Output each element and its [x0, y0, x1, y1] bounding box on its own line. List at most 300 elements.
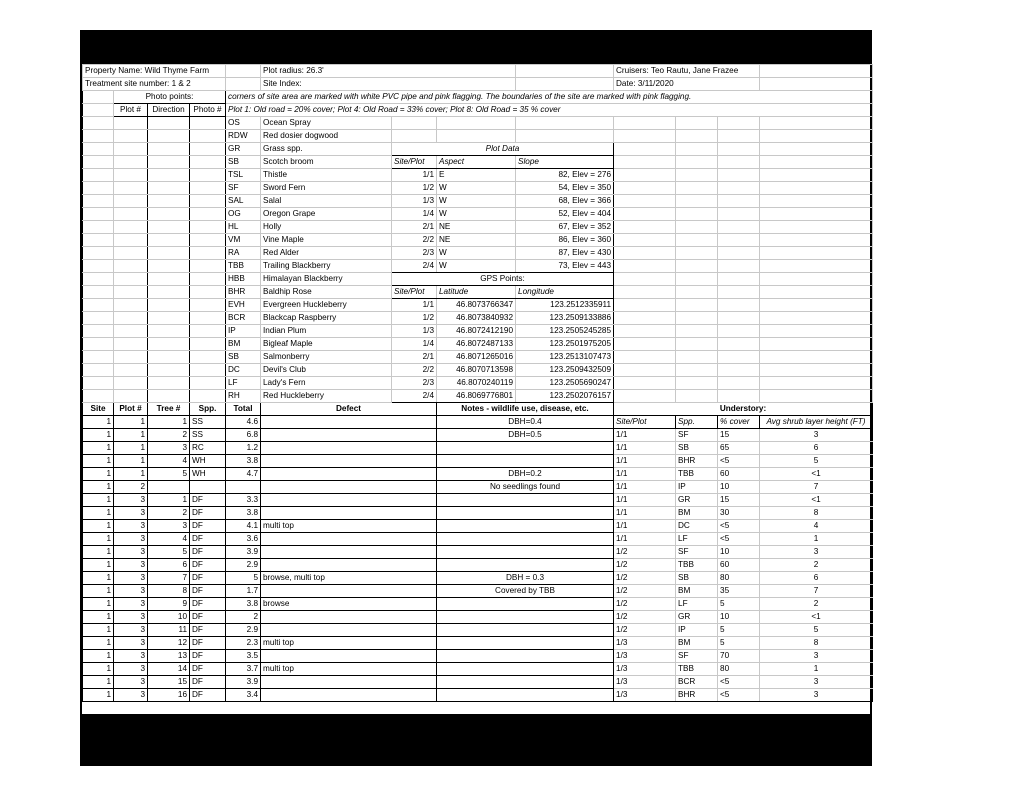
blank-cell [614, 247, 676, 260]
understory-species: SB [676, 442, 718, 455]
gps-latitude: 46.8070713598 [437, 364, 516, 377]
understory-cover: 80 [718, 663, 760, 676]
understory-height: <1 [760, 611, 873, 624]
plot-data-header: Aspect [437, 156, 516, 169]
species-code: VM [226, 234, 261, 247]
photo-number-cell [190, 247, 226, 260]
blank-cell [718, 221, 760, 234]
species-name: Red dosier dogwood [261, 130, 392, 143]
plot-data-aspect: W [437, 195, 516, 208]
tree-species: DF [190, 598, 226, 611]
gps-longitude: 123.2502076157 [516, 390, 614, 403]
blank-cell [676, 234, 718, 247]
tree-number [148, 481, 190, 494]
blank-cell [516, 117, 614, 130]
understory-height: 5 [760, 455, 873, 468]
gps-longitude: 123.2512335911 [516, 299, 614, 312]
tree-species: DF [190, 624, 226, 637]
cruise-data-table [82, 64, 873, 702]
tree-site: 1 [83, 520, 114, 533]
gps-title: GPS Points: [392, 273, 614, 286]
tree-notes [437, 624, 614, 637]
plot-data-site: 1/4 [392, 208, 437, 221]
understory-height: 3 [760, 650, 873, 663]
species-code: RDW [226, 130, 261, 143]
plot-data-slope: 67, Elev = 352 [516, 221, 614, 234]
blank-cell [760, 247, 873, 260]
tree-plot: 3 [114, 546, 148, 559]
tree-defect: multi top [261, 637, 437, 650]
species-code: BM [226, 338, 261, 351]
photo-plot-cell [114, 182, 148, 195]
plot-data-header: Site/Plot [392, 156, 437, 169]
col-plot: Plot # [114, 104, 148, 117]
understory-species: TBB [676, 663, 718, 676]
tree-number: 1 [148, 416, 190, 429]
tree-defect [261, 689, 437, 702]
tree-notes [437, 442, 614, 455]
blank-cell [718, 312, 760, 325]
photo-number-cell [190, 221, 226, 234]
tree-species: DF [190, 676, 226, 689]
understory-height: 6 [760, 572, 873, 585]
tree-plot: 3 [114, 559, 148, 572]
species-name: Thistle [261, 169, 392, 182]
understory-site: 1/1 [614, 494, 676, 507]
species-code: RA [226, 247, 261, 260]
species-code: SAL [226, 195, 261, 208]
blank-cell [760, 169, 873, 182]
tree-site: 1 [83, 481, 114, 494]
tree-site: 1 [83, 546, 114, 559]
blank-cell [614, 156, 676, 169]
blank-cell [83, 117, 114, 130]
tree-table-header: Tree # [148, 403, 190, 416]
photo-direction-cell [148, 390, 190, 403]
species-name: Red Alder [261, 247, 392, 260]
tree-notes [437, 533, 614, 546]
tree-notes: Covered by TBB [437, 585, 614, 598]
understory-height: 5 [760, 624, 873, 637]
understory-cover: 35 [718, 585, 760, 598]
understory-cover: 65 [718, 442, 760, 455]
blank-cell [676, 377, 718, 390]
photo-number-cell [190, 273, 226, 286]
photo-plot-cell [114, 260, 148, 273]
understory-cover: 5 [718, 637, 760, 650]
species-name: Evergreen Huckleberry [261, 299, 392, 312]
photo-number-cell [190, 117, 226, 130]
photo-direction-cell [148, 195, 190, 208]
species-code: BCR [226, 312, 261, 325]
plot-data-site: 1/3 [392, 195, 437, 208]
blank-cell [614, 390, 676, 403]
understory-cover: 10 [718, 481, 760, 494]
species-name: Bigleaf Maple [261, 338, 392, 351]
tree-notes [437, 676, 614, 689]
understory-species: IP [676, 481, 718, 494]
understory-cover: 10 [718, 546, 760, 559]
tree-defect [261, 468, 437, 481]
blank-cell [83, 234, 114, 247]
plot-radius: Plot radius: 26.3' [261, 65, 516, 78]
photo-plot-cell [114, 208, 148, 221]
tree-total: 2.9 [226, 559, 261, 572]
species-code: HBB [226, 273, 261, 286]
tree-defect [261, 559, 437, 572]
blank-cell [760, 260, 873, 273]
species-code: OG [226, 208, 261, 221]
tree-plot: 3 [114, 689, 148, 702]
understory-cover: <5 [718, 689, 760, 702]
tree-total: 3.8 [226, 598, 261, 611]
photo-plot-cell [114, 117, 148, 130]
photo-direction-cell [148, 260, 190, 273]
tree-notes [437, 520, 614, 533]
col-direction: Direction [148, 104, 190, 117]
tree-species: SS [190, 429, 226, 442]
photo-direction-cell [148, 208, 190, 221]
photo-direction-cell [148, 117, 190, 130]
blank-cell [676, 299, 718, 312]
species-name: Salmonberry [261, 351, 392, 364]
tree-defect: multi top [261, 520, 437, 533]
species-name: Red Huckleberry [261, 390, 392, 403]
understory-cover: 5 [718, 598, 760, 611]
understory-species: SF [676, 429, 718, 442]
photo-number-cell [190, 195, 226, 208]
blank-cell [718, 299, 760, 312]
blank-cell [614, 273, 676, 286]
photo-number-cell [190, 338, 226, 351]
plot-data-slope: 86, Elev = 360 [516, 234, 614, 247]
understory-cover: <5 [718, 455, 760, 468]
tree-species: DF [190, 585, 226, 598]
understory-cover: <5 [718, 520, 760, 533]
gps-longitude: 123.2513107473 [516, 351, 614, 364]
understory-site: 1/1 [614, 520, 676, 533]
blank-cell [676, 156, 718, 169]
tree-number: 12 [148, 637, 190, 650]
tree-number: 3 [148, 442, 190, 455]
tree-plot: 3 [114, 624, 148, 637]
understory-header: Avg shrub layer height (FT) [760, 416, 873, 429]
blank-cell [614, 312, 676, 325]
blank-cell [676, 260, 718, 273]
plot-data-slope: 68, Elev = 366 [516, 195, 614, 208]
blank-cell [676, 117, 718, 130]
blank-cell [718, 234, 760, 247]
gps-longitude: 123.2501975205 [516, 338, 614, 351]
understory-header: Spp. [676, 416, 718, 429]
tree-total: 4.1 [226, 520, 261, 533]
tree-plot: 3 [114, 533, 148, 546]
blank-cell [718, 156, 760, 169]
understory-site: 1/1 [614, 481, 676, 494]
blank-cell [83, 130, 114, 143]
understory-species: GR [676, 494, 718, 507]
understory-height: 8 [760, 507, 873, 520]
photo-plot-cell [114, 130, 148, 143]
tree-defect [261, 611, 437, 624]
blank-cell [83, 325, 114, 338]
tree-defect [261, 416, 437, 429]
plot-data-aspect: NE [437, 234, 516, 247]
understory-species: SF [676, 546, 718, 559]
photo-plot-cell [114, 156, 148, 169]
tree-site: 1 [83, 585, 114, 598]
tree-table-header: Defect [261, 403, 437, 416]
blank-cell [760, 156, 873, 169]
tree-defect [261, 533, 437, 546]
tree-site: 1 [83, 689, 114, 702]
gps-longitude: 123.2505245285 [516, 325, 614, 338]
tree-total: 2 [226, 611, 261, 624]
gps-latitude: 46.8069776801 [437, 390, 516, 403]
blank-cell [760, 143, 873, 156]
gps-latitude: 46.8073766347 [437, 299, 516, 312]
species-name: Lady's Fern [261, 377, 392, 390]
blank-cell [676, 364, 718, 377]
tree-plot: 1 [114, 468, 148, 481]
tree-site: 1 [83, 611, 114, 624]
understory-height: <1 [760, 494, 873, 507]
tree-site: 1 [83, 429, 114, 442]
tree-total: 3.8 [226, 455, 261, 468]
understory-species: BCR [676, 676, 718, 689]
blank-cell [760, 273, 873, 286]
tree-defect [261, 650, 437, 663]
blank-cell [614, 208, 676, 221]
understory-site: 1/1 [614, 507, 676, 520]
understory-height: <1 [760, 468, 873, 481]
photo-plot-cell [114, 195, 148, 208]
understory-species: BM [676, 585, 718, 598]
tree-notes: DBH = 0.3 [437, 572, 614, 585]
blank-cell [718, 117, 760, 130]
cruisers: Cruisers: Teo Rautu, Jane Frazee [614, 65, 760, 78]
species-code: EVH [226, 299, 261, 312]
understory-site: 1/2 [614, 572, 676, 585]
tree-defect: multi top [261, 663, 437, 676]
plot-data-slope: 52, Elev = 404 [516, 208, 614, 221]
tree-number: 11 [148, 624, 190, 637]
tree-total: 3.6 [226, 533, 261, 546]
blank-cell [83, 364, 114, 377]
blank-cell [392, 130, 437, 143]
species-code: HL [226, 221, 261, 234]
species-name: Vine Maple [261, 234, 392, 247]
plot-data-slope: 54, Elev = 350 [516, 182, 614, 195]
photo-direction-cell [148, 182, 190, 195]
tree-defect [261, 585, 437, 598]
photo-number-cell [190, 286, 226, 299]
blank-cell [718, 390, 760, 403]
blank-cell [718, 130, 760, 143]
tree-notes [437, 507, 614, 520]
blank-cell [718, 338, 760, 351]
tree-defect: browse [261, 598, 437, 611]
understory-site: 1/2 [614, 624, 676, 637]
understory-site: 1/3 [614, 637, 676, 650]
blank-cell [83, 182, 114, 195]
understory-site: 1/3 [614, 650, 676, 663]
tree-total: 2.9 [226, 624, 261, 637]
tree-number: 5 [148, 546, 190, 559]
plot-data-slope: 87, Elev = 430 [516, 247, 614, 260]
understory-species: GR [676, 611, 718, 624]
blank-cell [226, 65, 261, 78]
understory-species: LF [676, 533, 718, 546]
photo-direction-cell [148, 234, 190, 247]
tree-species: DF [190, 572, 226, 585]
blank-cell [83, 169, 114, 182]
gps-header: Longitude [516, 286, 614, 299]
photo-plot-cell [114, 143, 148, 156]
blank-cell [718, 351, 760, 364]
blank-cell [614, 260, 676, 273]
blank-cell [83, 221, 114, 234]
blank-cell [614, 377, 676, 390]
tree-total: 1.7 [226, 585, 261, 598]
gps-site: 1/4 [392, 338, 437, 351]
plot-data-aspect: NE [437, 221, 516, 234]
tree-table-header: Site [83, 403, 114, 416]
understory-site: 1/2 [614, 585, 676, 598]
blank-cell [718, 286, 760, 299]
tree-plot: 1 [114, 455, 148, 468]
plot-data-site: 1/2 [392, 182, 437, 195]
understory-height: 3 [760, 676, 873, 689]
understory-cover: 10 [718, 611, 760, 624]
tree-site: 1 [83, 416, 114, 429]
photo-plot-cell [114, 273, 148, 286]
blank-cell [676, 286, 718, 299]
tree-notes [437, 494, 614, 507]
understory-height: 6 [760, 442, 873, 455]
understory-height: 4 [760, 520, 873, 533]
understory-species: BHR [676, 689, 718, 702]
tree-table-header: Notes - wildlife use, disease, etc. [437, 403, 614, 416]
understory-header: Site/Plot [614, 416, 676, 429]
blank-cell [676, 338, 718, 351]
tree-plot: 3 [114, 494, 148, 507]
tree-number: 6 [148, 559, 190, 572]
understory-site: 1/3 [614, 676, 676, 689]
tree-defect [261, 676, 437, 689]
tree-notes [437, 637, 614, 650]
tree-site: 1 [83, 650, 114, 663]
property-name: Property Name: Wild Thyme Farm [83, 65, 226, 78]
tree-number: 8 [148, 585, 190, 598]
tree-defect [261, 442, 437, 455]
tree-species: RC [190, 442, 226, 455]
tree-plot: 1 [114, 442, 148, 455]
blank-cell [676, 208, 718, 221]
species-code: TBB [226, 260, 261, 273]
species-code: GR [226, 143, 261, 156]
blank-cell [516, 78, 614, 91]
blank-cell [614, 299, 676, 312]
plot-data-site: 2/4 [392, 260, 437, 273]
species-name: Trailing Blackberry [261, 260, 392, 273]
photo-number-cell [190, 182, 226, 195]
gps-site: 2/4 [392, 390, 437, 403]
species-code: TSL [226, 169, 261, 182]
understory-cover: <5 [718, 676, 760, 689]
gps-site: 2/3 [392, 377, 437, 390]
tree-number: 13 [148, 650, 190, 663]
gps-site: 1/3 [392, 325, 437, 338]
photo-number-cell [190, 156, 226, 169]
tree-notes [437, 546, 614, 559]
photo-plot-cell [114, 325, 148, 338]
blank-cell [676, 325, 718, 338]
tree-species: DF [190, 650, 226, 663]
photo-direction-cell [148, 299, 190, 312]
tree-plot: 3 [114, 585, 148, 598]
species-name: Oregon Grape [261, 208, 392, 221]
blank-cell [392, 117, 437, 130]
blank-cell [718, 260, 760, 273]
blank-cell [676, 351, 718, 364]
photo-direction-cell [148, 286, 190, 299]
blank-cell [718, 325, 760, 338]
tree-species: DF [190, 689, 226, 702]
blank-cell [83, 390, 114, 403]
photo-plot-cell [114, 221, 148, 234]
blank-cell [760, 377, 873, 390]
blank-cell [676, 182, 718, 195]
gps-site: 1/1 [392, 299, 437, 312]
blank-cell [718, 364, 760, 377]
tree-defect [261, 429, 437, 442]
blank-cell [760, 299, 873, 312]
blank-cell [760, 390, 873, 403]
tree-site: 1 [83, 663, 114, 676]
site-index: Site Index: [261, 78, 516, 91]
tree-notes [437, 598, 614, 611]
blank-cell [676, 390, 718, 403]
tree-number: 2 [148, 507, 190, 520]
photo-direction-cell [148, 312, 190, 325]
tree-plot: 3 [114, 663, 148, 676]
tree-number: 2 [148, 429, 190, 442]
blank-cell [676, 221, 718, 234]
gps-header: Site/Plot [392, 286, 437, 299]
tree-defect: browse, multi top [261, 572, 437, 585]
photo-direction-cell [148, 156, 190, 169]
understory-site: 1/2 [614, 611, 676, 624]
understory-species: LF [676, 598, 718, 611]
photo-direction-cell [148, 338, 190, 351]
understory-species: DC [676, 520, 718, 533]
blank-cell [760, 325, 873, 338]
photo-number-cell [190, 325, 226, 338]
understory-species: TBB [676, 468, 718, 481]
blank-cell [83, 156, 114, 169]
blank-cell [760, 312, 873, 325]
understory-title: Understory: [614, 403, 873, 416]
understory-height: 7 [760, 585, 873, 598]
species-code: RH [226, 390, 261, 403]
tree-plot: 1 [114, 429, 148, 442]
species-code: DC [226, 364, 261, 377]
understory-site: 1/2 [614, 546, 676, 559]
tree-total: 3.9 [226, 676, 261, 689]
blank-cell [226, 78, 261, 91]
tree-site: 1 [83, 468, 114, 481]
